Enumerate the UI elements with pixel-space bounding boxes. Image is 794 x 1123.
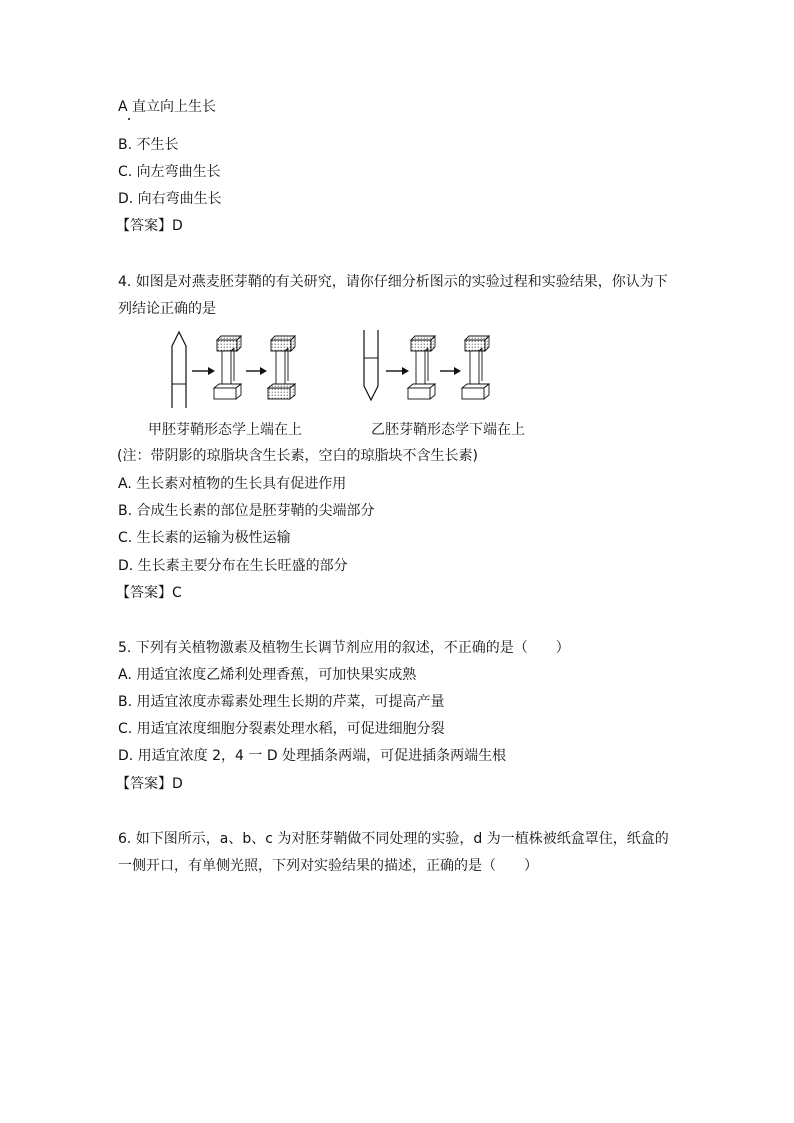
q5-option-d: D. 用适宜浓度 2，4 一 D 处理插条两端，可促进插条两端生根	[118, 748, 507, 764]
diagram-yi	[354, 328, 504, 412]
q5-option-c: C. 用适宜浓度细胞分裂素处理水稻，可促进细胞分裂	[118, 721, 445, 737]
q4-option-b: B. 合成生长素的部位是胚芽鞘的尖端部分	[118, 503, 375, 519]
q5-option-b: B. 用适宜浓度赤霉素处理生长期的芹菜，可提高产量	[118, 694, 445, 710]
q6-stem-line1: 6. 如下图所示，a、b、c 为对胚芽鞘做不同处理的实验，d 为一植株被纸盒罩住，纸盒的	[118, 831, 669, 847]
q3-option-c: C. 向左弯曲生长	[118, 164, 221, 180]
q4-note: (注：带阴影的琼脂块含生长素，空白的琼脂块不含生长素)	[117, 448, 478, 464]
q3-option-d: D. 向右弯曲生长	[118, 191, 222, 207]
q3-option-a: A 直立向上生长	[118, 99, 217, 115]
caption-yi: 乙胚芽鞘形态学下端在上	[371, 422, 525, 438]
q4-option-a: A. 生长素对植物的生长具有促进作用	[118, 476, 347, 492]
caption-jia: 甲胚芽鞘形态学上端在上	[148, 422, 302, 438]
q5-stem: 5. 下列有关植物激素及植物生长调节剂应用的叙述，不正确的是（ ）	[118, 640, 570, 656]
q6-stem-line2: 一侧开口，有单侧光照，下列对实验结果的描述，正确的是（ ）	[118, 858, 538, 874]
diagram-jia	[160, 328, 310, 412]
q4-stem-line2: 列结论正确的是	[118, 301, 216, 317]
q3-answer: 【答案】D	[116, 218, 183, 234]
q4-option-d: D. 生长素主要分布在生长旺盛的部分	[118, 558, 348, 574]
q4-option-c: C. 生长素的运输为极性运输	[118, 530, 291, 546]
q5-option-a: A. 用适宜浓度乙烯利处理香蕉，可加快果实成熟	[118, 667, 417, 683]
q5-answer: 【答案】D	[116, 776, 183, 792]
q3-option-b: B. 不生长	[118, 137, 179, 153]
stray-dot	[128, 118, 130, 120]
q4-answer: 【答案】C	[116, 585, 182, 601]
q4-stem-line1: 4. 如图是对燕麦胚芽鞘的有关研究，请你仔细分析图示的实验过程和实验结果，你认为下	[118, 274, 668, 290]
